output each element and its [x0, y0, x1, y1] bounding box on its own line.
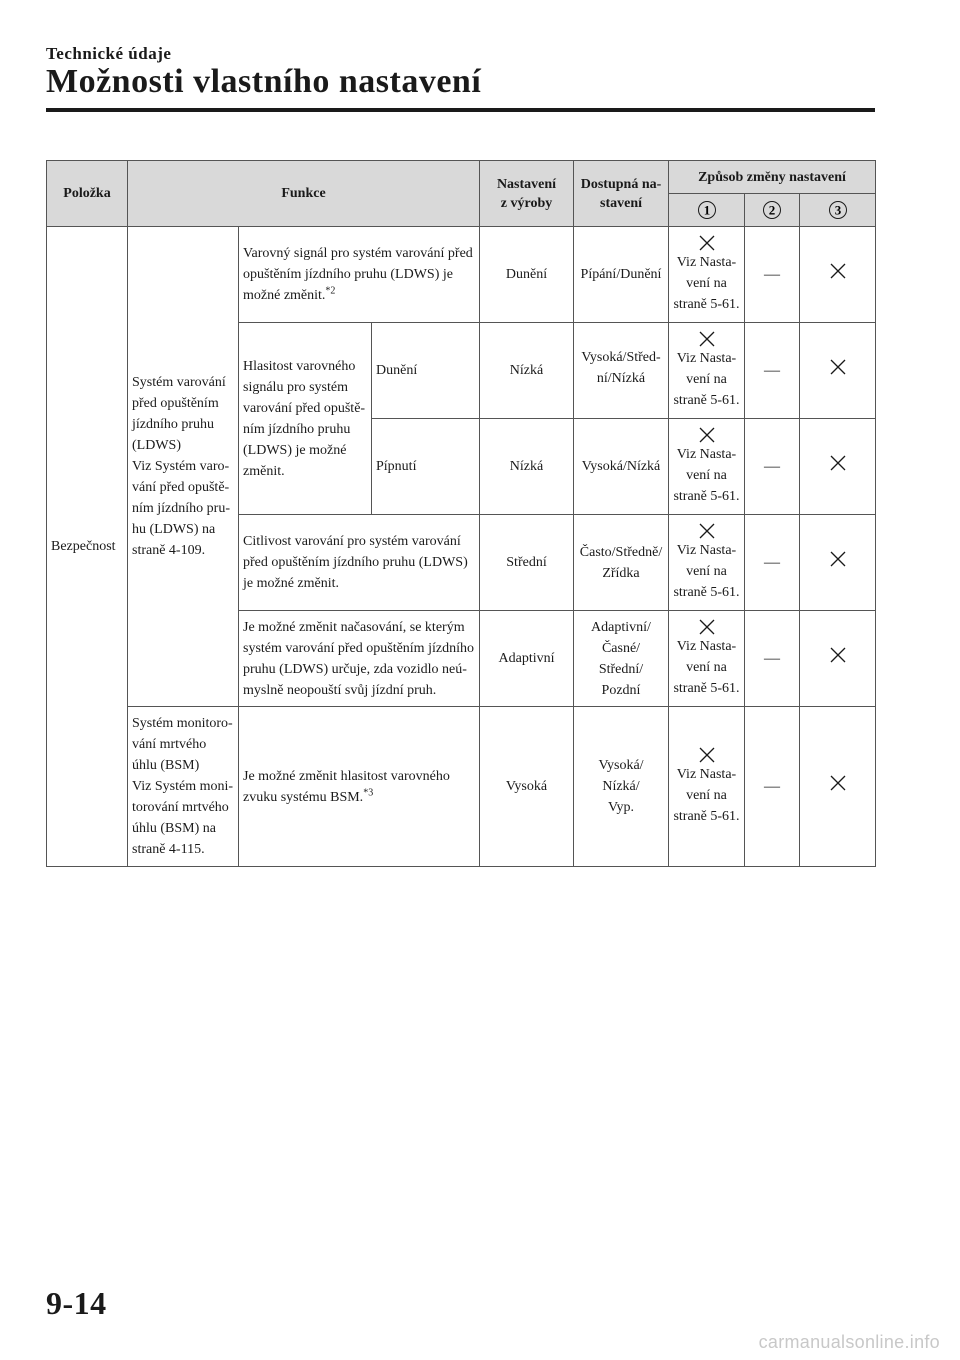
sub-function-cell: Pípnutí — [372, 419, 480, 515]
func-l2: před opuštěním jízdního pruhu (LDWS) — [243, 555, 468, 570]
ref-l3: straně 5-61. — [673, 584, 740, 600]
col-available-l2: stavení — [600, 195, 642, 211]
factory-cell: Nízká — [480, 419, 574, 515]
method-2-cell: — — [745, 611, 800, 707]
method-3-cell — [800, 227, 876, 323]
avail-l2: Nízká/ — [602, 779, 640, 794]
ldws-l1: Systém varování — [132, 375, 226, 390]
ref-l3: straně 5-61. — [673, 296, 740, 312]
method-1-cell — [669, 227, 745, 323]
ref-l3: straně 5-61. — [673, 488, 740, 504]
cross-icon — [830, 551, 846, 567]
factory-cell: Dunění — [480, 227, 574, 323]
col-factory-l1: Nastavení — [496, 176, 557, 192]
method-2-cell: — — [745, 419, 800, 515]
factory-cell: Nízká — [480, 323, 574, 419]
ref-l2: vení na — [686, 659, 727, 675]
available-cell: Vysoká/Nízká — [574, 419, 669, 515]
function-cell — [239, 227, 480, 323]
cross-icon — [699, 331, 715, 347]
avail-l3: Vyp. — [607, 800, 635, 815]
ldws-cell — [128, 227, 239, 707]
footnote-mark: *3 — [363, 786, 374, 798]
cross-icon — [830, 359, 846, 375]
col-function: Funkce — [128, 161, 480, 227]
settings-table — [46, 160, 876, 867]
method-1-cell — [669, 419, 745, 515]
category-cell: Bezpečnost — [47, 227, 128, 867]
ref-l1: Viz Nasta- — [676, 350, 737, 366]
watermark: carmanualsonline.info — [758, 1332, 940, 1352]
circled-number-icon — [697, 200, 717, 220]
circled-number-icon — [828, 200, 848, 220]
col-available — [574, 161, 669, 227]
method-3-cell — [800, 419, 876, 515]
available-cell — [574, 323, 669, 419]
method-3-cell — [800, 611, 876, 707]
function-cell — [239, 611, 480, 707]
available-cell — [574, 611, 669, 707]
title-rule — [46, 108, 875, 112]
ldws-l5: Viz Systém varo- — [132, 459, 230, 474]
func-l2: zvuku systému BSM. — [243, 789, 364, 805]
ldws-l6: vání před opuště- — [132, 480, 230, 495]
function-cell — [239, 707, 480, 867]
header-row — [47, 161, 876, 194]
cross-icon — [699, 619, 715, 635]
volume-group-cell — [239, 323, 372, 515]
available-cell — [574, 707, 669, 867]
ldws-l4: (LDWS) — [132, 438, 181, 453]
svg-text:3: 3 — [834, 202, 841, 218]
method-2-cell: — — [745, 515, 800, 611]
func-l3: je možné změnit. — [243, 576, 340, 591]
factory-cell: Střední — [480, 515, 574, 611]
func-l1: Je možné změnit načasování, se kterým — [243, 619, 465, 635]
ref-l2: vení na — [686, 563, 727, 579]
method-1-cell — [669, 323, 745, 419]
ref-l1: Viz Nasta- — [676, 542, 737, 558]
func-l2: systém varování před opuštěním jízdního — [243, 640, 474, 656]
func-l1: Varovný signál pro systém varování před — [243, 246, 473, 261]
bsm-cell — [128, 707, 239, 867]
section-label: Technické údaje — [46, 44, 172, 63]
func-l1: Je možné změnit hlasitost varovného — [243, 768, 450, 784]
avail-l1: Často/Středně/ — [579, 544, 663, 560]
bsm-l5: torování mrtvého — [132, 800, 229, 815]
method-2-cell: — — [745, 323, 800, 419]
method-3-cell — [800, 515, 876, 611]
func-l4: myslně neopouští svůj jízdní pruh. — [243, 682, 437, 698]
vol-l4: ním jízdního pruhu — [243, 421, 351, 437]
method-2-cell: — — [745, 707, 800, 867]
factory-cell: Adaptivní — [480, 611, 574, 707]
method-1-cell — [669, 515, 745, 611]
avail-l2: Časné/ — [601, 640, 641, 656]
ref-l1: Viz Nasta- — [676, 766, 737, 782]
avail-l1: Vysoká/Střed- — [581, 350, 661, 365]
cross-icon — [699, 747, 715, 763]
cross-icon — [699, 235, 715, 251]
cross-icon — [830, 775, 846, 791]
ldws-l7: ním jízdního pru- — [132, 501, 230, 516]
col-factory — [480, 161, 574, 227]
col-method: Způsob změny nastavení — [669, 161, 876, 194]
cross-icon — [830, 647, 846, 663]
ref-l3: straně 5-61. — [673, 680, 740, 696]
page-number: 9-14 — [46, 1285, 107, 1321]
function-cell — [239, 515, 480, 611]
avail-l3: Střední/ — [598, 661, 644, 677]
vol-l6: změnit. — [243, 463, 285, 479]
ref-l2: vení na — [686, 787, 727, 803]
vol-l1: Hlasitost varovného — [243, 358, 356, 374]
available-cell — [574, 515, 669, 611]
table-row — [47, 227, 876, 323]
func-l3: pruhu (LDWS) určuje, zda vozidlo neú- — [243, 661, 467, 677]
vol-l2: signálu pro systém — [243, 379, 348, 395]
vol-l5: (LDWS) je možné — [243, 442, 347, 458]
method-1-cell — [669, 611, 745, 707]
avail-l1: Vysoká/ — [598, 758, 644, 773]
func-l3: možné změnit. — [243, 288, 326, 303]
ldws-l9: straně 4-109. — [132, 543, 206, 558]
sub-function-cell: Dunění — [372, 323, 480, 419]
vol-l3: varování před opuště- — [243, 400, 366, 416]
ldws-l8: hu (LDWS) na — [132, 522, 216, 537]
col-factory-l2: z výroby — [500, 195, 553, 211]
cross-icon — [699, 427, 715, 443]
ref-l2: vení na — [686, 371, 727, 387]
bsm-l4: Viz Systém moni- — [132, 779, 234, 794]
bsm-l2: vání mrtvého — [132, 737, 207, 752]
ref-l1: Viz Nasta- — [676, 638, 737, 654]
ref-l1: Viz Nasta- — [676, 446, 737, 462]
svg-text:1: 1 — [703, 202, 710, 218]
col-item: Položka — [47, 161, 128, 227]
method-1-header — [669, 194, 745, 227]
ref-l2: vení na — [686, 275, 727, 291]
ldws-l3: jízdního pruhu — [132, 417, 215, 432]
factory-cell: Vysoká — [480, 707, 574, 867]
method-2-header — [745, 194, 800, 227]
method-3-header — [800, 194, 876, 227]
ref-l2: vení na — [686, 467, 727, 483]
bsm-l6: úhlu (BSM) na — [132, 821, 216, 836]
footnote-mark: *2 — [325, 285, 336, 297]
col-available-l1: Dostupná na- — [580, 176, 662, 192]
func-l2: opuštěním jízdního pruhu (LDWS) je — [243, 267, 453, 282]
avail-l2: ní/Nízká — [596, 371, 646, 386]
avail-l1: Adaptivní/ — [591, 619, 651, 635]
method-3-cell — [800, 323, 876, 419]
cross-icon — [699, 523, 715, 539]
method-2-cell: — — [745, 227, 800, 323]
func-l1: Citlivost varování pro systém varování — [243, 534, 461, 549]
method-1-cell — [669, 707, 745, 867]
bsm-l1: Systém monitoro- — [132, 716, 233, 731]
page-title: Možnosti vlastního nastavení — [46, 63, 482, 100]
available-cell: Pípání/Dunění — [574, 227, 669, 323]
ldws-l2: před opuštěním — [132, 396, 219, 411]
ref-l1: Viz Nasta- — [676, 254, 737, 270]
svg-text:2: 2 — [768, 202, 776, 218]
method-3-cell — [800, 707, 876, 867]
cross-icon — [830, 455, 846, 471]
ref-l3: straně 5-61. — [673, 392, 740, 408]
ref-l3: straně 5-61. — [673, 808, 740, 824]
bsm-l3: úhlu (BSM) — [132, 758, 200, 773]
avail-l4: Pozdní — [601, 682, 641, 698]
table-row — [47, 707, 876, 867]
circled-number-icon — [762, 200, 782, 220]
cross-icon — [830, 263, 846, 279]
avail-l2: Zřídka — [602, 565, 640, 581]
bsm-l7: straně 4-115. — [132, 842, 205, 857]
